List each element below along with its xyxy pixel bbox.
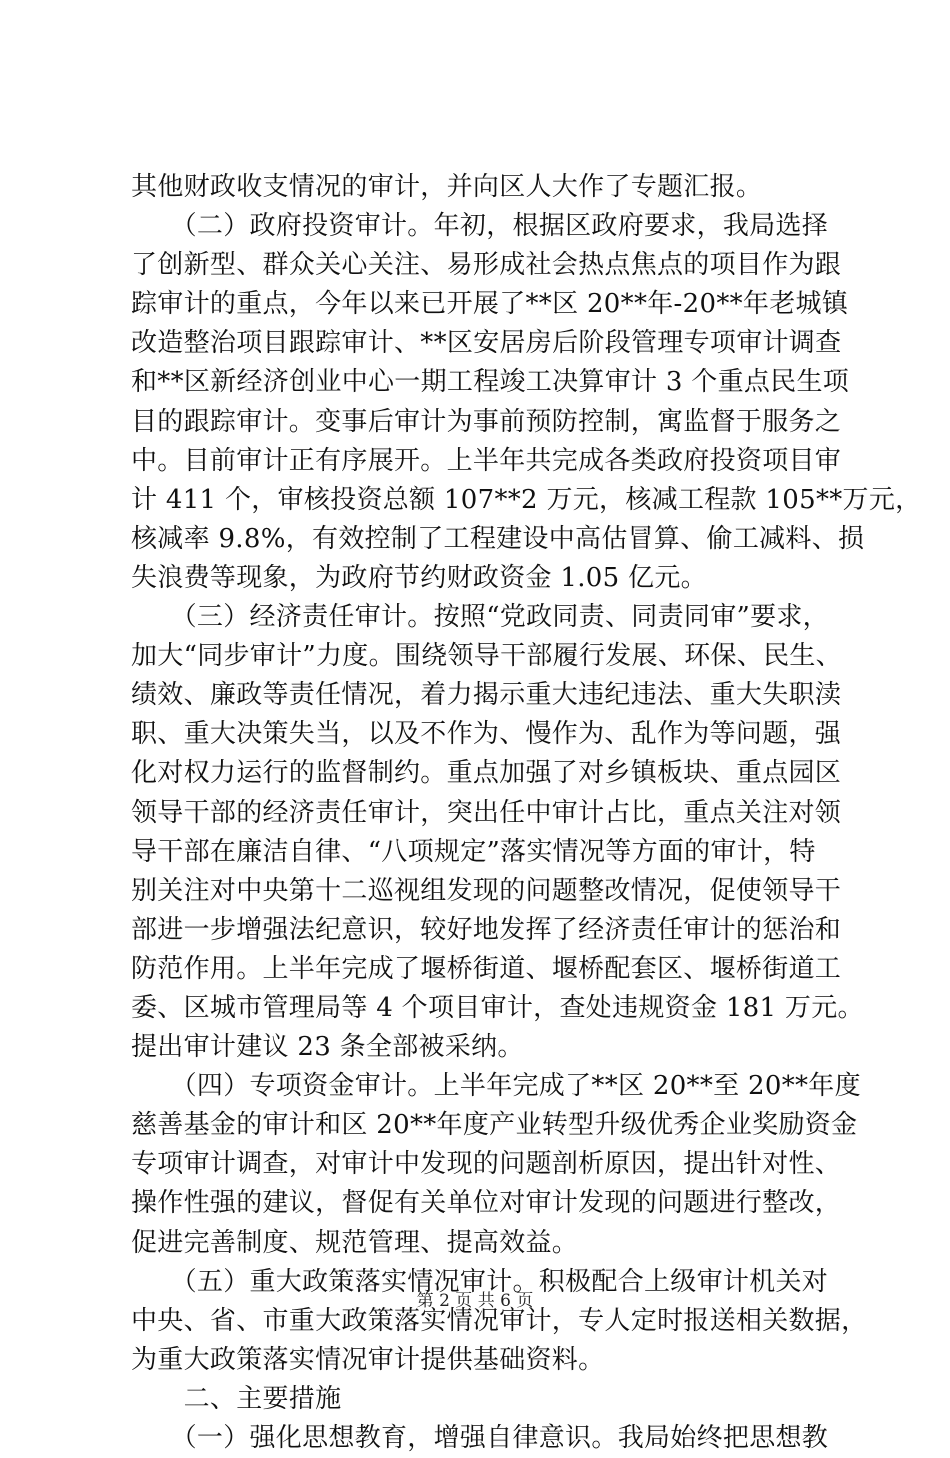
text-line: 提出审计建议 23 条全部被采纳。: [131, 1032, 524, 1063]
text-line: 别关注对中央第十二巡视组发现的问题整改情况，促使领导干: [131, 875, 842, 906]
text-line: 改造整治项目跟踪审计、**区安居房后阶段管理专项审计调查: [131, 328, 842, 359]
text-line: 核减率 9.8%，有效控制了工程建设中高估冒算、偷工减料、损: [131, 523, 865, 554]
text-line: 专项审计调查，对审计中发现的问题剖析原因，提出针对性、: [131, 1149, 842, 1180]
text-line: 中。目前审计正有序展开。上半年共完成各类政府投资项目审: [131, 445, 842, 476]
text-line: 计 411 个，审核投资总额 107**2 万元，核减工程款 105**万元，: [131, 484, 922, 515]
text-line: 化对权力运行的监督制约。重点加强了对乡镇板块、重点园区: [131, 758, 842, 789]
text-line: 促进完善制度、规范管理、提高效益。: [131, 1227, 579, 1258]
text-line: 导干部在廉洁自律、“八项规定”落实情况等方面的审计，特: [131, 836, 816, 867]
text-line: （四）专项资金审计。上半年完成了**区 20**至 20**年度: [131, 1071, 861, 1102]
text-line: （三）经济责任审计。按照“党政同责、同责同审”要求，: [131, 602, 829, 633]
text-line: 踪审计的重点，今年以来已开展了**区 20**年-20**年老城镇: [131, 289, 849, 320]
text-line: 慈善基金的审计和区 20**年度产业转型升级优秀企业奖励资金: [131, 1110, 858, 1141]
text-line: （二）政府投资审计。年初，根据区政府要求，我局选择: [131, 211, 829, 242]
text-line: 领导干部的经济责任审计，突出任中审计占比，重点关注对领: [131, 797, 842, 828]
text-line: 委、区城市管理局等 4 个项目审计，查处违规资金 181 万元。: [131, 992, 864, 1023]
text-line: 防范作用。上半年完成了堰桥街道、堰桥配套区、堰桥街道工: [131, 953, 842, 984]
page-footer: 第 2 页 共 6 页: [416, 1291, 534, 1311]
text-line: 为重大政策落实情况审计提供基础资料。: [131, 1344, 605, 1375]
text-line: （五）重大政策落实情况审计。积极配合上级审计机关对: [131, 1266, 829, 1297]
text-line: 其他财政收支情况的审计，并向区人大作了专题汇报。: [131, 172, 763, 202]
text-line: 和**区新经济创业中心一期工程竣工决算审计 3 个重点民生项: [131, 367, 850, 398]
text-line: 失浪费等现象，为政府节约财政资金 1.05 亿元。: [131, 562, 707, 593]
text-line: 职、重大决策失当，以及不作为、慢作为、乱作为等问题，强: [131, 719, 842, 750]
text-line: 目的跟踪审计。变事后审计为事前预防控制，寓监督于服务之: [131, 406, 842, 437]
document-body: [131, 168, 922, 1458]
text-line: 绩效、廉政等责任情况，着力揭示重大违纪违法、重大失职渎: [131, 680, 842, 711]
text-line: 中央、省、市重大政策落实情况审计，专人定时报送相关数据，: [131, 1305, 868, 1336]
text-line: （一）强化思想教育，增强自律意识。我局始终把思想教: [131, 1423, 829, 1453]
text-line: 部进一步增强法纪意识，较好地发挥了经济责任审计的惩治和: [131, 914, 842, 945]
text-line: 操作性强的建议，督促有关单位对审计发现的问题进行整改，: [131, 1188, 842, 1219]
text-line: 二、主要措施: [131, 1383, 342, 1414]
text-line: 了创新型、群众关心关注、易形成社会热点焦点的项目作为跟: [131, 250, 842, 281]
text-line: 加大“同步审计”力度。围绕领导干部履行发展、环保、民生、: [131, 641, 842, 672]
